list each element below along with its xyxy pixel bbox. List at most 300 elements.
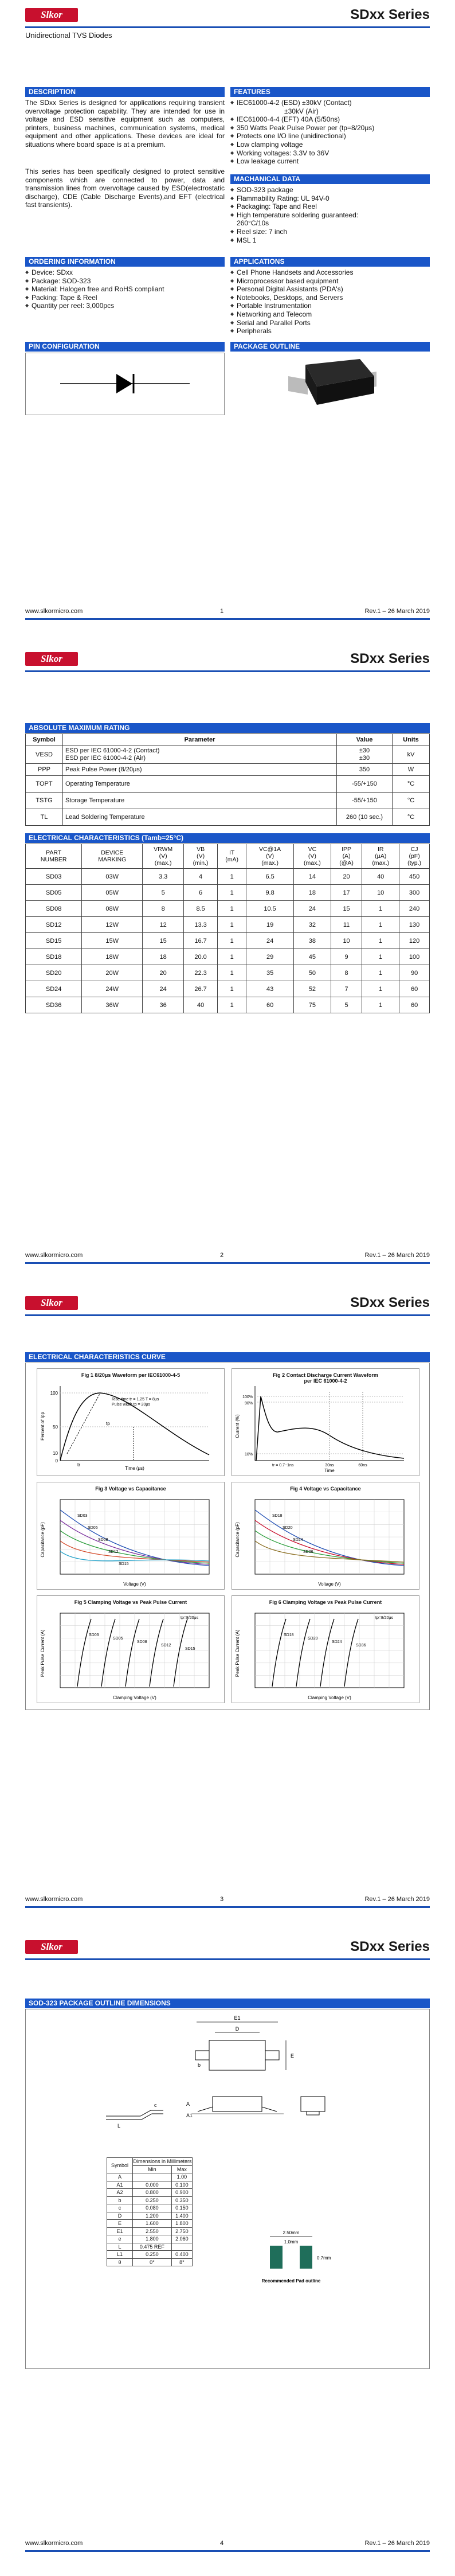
table-row bbox=[107, 2243, 193, 2251]
table-cell: 240 bbox=[399, 901, 430, 917]
ordering-item: ◆ Device: SDxx bbox=[25, 268, 225, 277]
col-header: Symbol bbox=[107, 2158, 133, 2173]
table-cell: 20.0 bbox=[184, 949, 218, 965]
mechanical-item: ◆ High temperature soldering guaranteed: bbox=[230, 211, 430, 220]
header bbox=[25, 1294, 430, 1313]
application-item: ◆ Cell Phone Handsets and Accessories bbox=[230, 268, 430, 277]
table-row bbox=[26, 997, 430, 1013]
series-label: SD12 bbox=[108, 1550, 119, 1554]
feature-item: ±30kV (Air) bbox=[284, 107, 319, 115]
table-cell: 03W bbox=[82, 869, 143, 885]
table-cell: SD05 bbox=[26, 885, 82, 901]
table-row bbox=[107, 2227, 193, 2235]
col-header-line: (V) bbox=[266, 853, 274, 860]
dim-a1-label: A1 bbox=[186, 2113, 193, 2118]
fig5-title: Fig 5 Clamping Voltage vs Peak Pulse Current bbox=[74, 1599, 187, 1605]
col-header bbox=[331, 844, 362, 869]
table-cell: 8° bbox=[171, 2258, 192, 2266]
symbol-cell: TOPT bbox=[26, 776, 63, 793]
table-cell: 0.100 bbox=[171, 2181, 192, 2189]
electrical-characteristics-table bbox=[25, 844, 430, 1013]
table-cell: 05W bbox=[82, 885, 143, 901]
table-cell: 1.600 bbox=[133, 2220, 172, 2228]
col-header-line: (@A) bbox=[339, 860, 354, 867]
col-header: Units bbox=[393, 734, 430, 746]
fig2-x60: 60ns bbox=[358, 1463, 367, 1467]
series-label: SD15 bbox=[119, 1562, 129, 1566]
package-image bbox=[230, 353, 430, 415]
curve-heading: ELECTRICAL CHARACTERISTICS CURVE bbox=[25, 1352, 430, 1362]
unit-cell: °C bbox=[393, 793, 430, 809]
value-cell bbox=[337, 746, 393, 764]
page-2 bbox=[0, 644, 455, 1288]
table-cell: 18W bbox=[82, 949, 143, 965]
table-row bbox=[26, 809, 430, 826]
table-row bbox=[26, 869, 430, 885]
fig6-title: Fig 6 Clamping Voltage vs Peak Pulse Current bbox=[269, 1599, 382, 1605]
col-header-line: (max.) bbox=[154, 860, 172, 867]
table-cell: 1 bbox=[362, 981, 399, 997]
col-header: Parameter bbox=[63, 734, 337, 746]
table-row bbox=[107, 2173, 193, 2181]
table-cell: 10 bbox=[362, 885, 399, 901]
col-header-line: (pF) bbox=[409, 853, 420, 860]
table-cell: 9.8 bbox=[246, 885, 294, 901]
pad-gap-label: 1.0mm bbox=[284, 2239, 299, 2245]
table-cell: 16.7 bbox=[184, 933, 218, 949]
table-row bbox=[107, 2220, 193, 2228]
col-header-line: VC@1A bbox=[259, 846, 281, 853]
table-cell: 10.5 bbox=[246, 901, 294, 917]
fig1-plot bbox=[37, 1369, 224, 1476]
fig5-ylabel: Peak Pulse Current (A) bbox=[40, 1629, 45, 1677]
table-cell: 18 bbox=[143, 949, 184, 965]
col-header-line: (A) bbox=[342, 853, 351, 860]
table-cell: A2 bbox=[107, 2189, 133, 2197]
table-cell: 24W bbox=[82, 981, 143, 997]
logo: Slkor bbox=[25, 8, 78, 22]
logo: Slkor bbox=[25, 652, 78, 666]
fig6-plot bbox=[232, 1596, 419, 1703]
param-cell: Operating Temperature bbox=[63, 776, 337, 793]
col-header: Min bbox=[133, 2165, 172, 2173]
table-cell: 1.200 bbox=[133, 2212, 172, 2220]
dim-e-label: E bbox=[291, 2053, 295, 2059]
applications-list bbox=[230, 268, 430, 335]
footer-rule bbox=[25, 1262, 430, 1264]
series-title: SDxx Series bbox=[350, 651, 430, 666]
fig4-plot bbox=[232, 1482, 419, 1589]
dim-a-label: A bbox=[186, 2101, 190, 2107]
header-rule bbox=[25, 1958, 430, 1960]
table-cell: 15 bbox=[331, 901, 362, 917]
dim-l-label: L bbox=[117, 2123, 121, 2129]
dim-d-label: D bbox=[235, 2026, 240, 2032]
pad-width-label: 2.50mm bbox=[283, 2230, 300, 2235]
col-header-line: (V) bbox=[308, 853, 316, 860]
page-1 bbox=[0, 0, 455, 644]
table-cell: 1 bbox=[218, 997, 246, 1013]
col-header-line: IR bbox=[377, 846, 384, 853]
mechanical-item: ◆ Flammability Rating: UL 94V-0 bbox=[230, 194, 430, 203]
mechanical-item: ◆ Packaging: Tape and Reel bbox=[230, 202, 430, 211]
table-cell: 1 bbox=[362, 997, 399, 1013]
table-cell: 6.5 bbox=[246, 869, 294, 885]
col-header: Symbol bbox=[26, 734, 63, 746]
col-header bbox=[293, 844, 331, 869]
table-cell: 3.3 bbox=[143, 869, 184, 885]
table-cell: 450 bbox=[399, 869, 430, 885]
table-row bbox=[107, 2204, 193, 2212]
application-item: ◆ Notebooks, Desktops, and Servers bbox=[230, 294, 430, 302]
table-cell: 0.475 REF bbox=[133, 2243, 172, 2251]
table-cell: 15 bbox=[143, 933, 184, 949]
series-label: SD18 bbox=[272, 1514, 283, 1518]
table-row bbox=[107, 2212, 193, 2220]
table-cell: 6 bbox=[184, 885, 218, 901]
series-line bbox=[77, 1619, 91, 1687]
table-cell: L1 bbox=[107, 2251, 133, 2259]
applications-heading: APPLICATIONS bbox=[230, 257, 430, 267]
series-title: SDxx Series bbox=[350, 1939, 430, 1954]
table-cell: c bbox=[107, 2204, 133, 2212]
table-cell: 0.400 bbox=[171, 2251, 192, 2259]
footer bbox=[25, 1896, 430, 1904]
header-rule bbox=[25, 670, 430, 672]
table-cell: 60 bbox=[246, 997, 294, 1013]
table-cell bbox=[171, 2243, 192, 2251]
fig1-title: Fig 1 8/20μs Waveform per IEC61000-4-5 bbox=[81, 1372, 181, 1378]
fig4-chart bbox=[232, 1482, 419, 1590]
table-cell: θ bbox=[107, 2258, 133, 2266]
value-line: ±30 bbox=[359, 755, 370, 762]
col-header bbox=[246, 844, 294, 869]
series-line bbox=[125, 1619, 139, 1687]
table-cell: 1 bbox=[218, 981, 246, 997]
table-row bbox=[107, 2251, 193, 2259]
param-cell bbox=[63, 746, 337, 764]
fig2-y100: 100% bbox=[242, 1395, 253, 1399]
fig2-plot bbox=[232, 1369, 419, 1476]
series-label: SD20 bbox=[283, 1526, 293, 1530]
col-header-line: (typ.) bbox=[407, 860, 422, 867]
col-header bbox=[26, 844, 82, 869]
package-dimensions-heading: SOD-323 PACKAGE OUTLINE DIMENSIONS bbox=[25, 1999, 430, 2008]
table-row bbox=[26, 746, 430, 764]
electrical-characteristics-heading: ELECTRICAL CHARACTERISTICS (Tamb=25°C) bbox=[25, 833, 430, 843]
series-label: SD08 bbox=[137, 1640, 147, 1644]
series-line bbox=[272, 1619, 286, 1687]
application-item: ◆ Serial and Parallel Ports bbox=[230, 319, 430, 327]
fig3-title: Fig 3 Voltage vs Capacitance bbox=[95, 1486, 166, 1492]
footer-rev: Rev.1 – 26 March 2019 bbox=[364, 1896, 430, 1903]
table-cell: 1 bbox=[362, 933, 399, 949]
table-cell: 1 bbox=[362, 965, 399, 981]
col-header-line: IT bbox=[229, 849, 235, 856]
col-header: Max bbox=[171, 2165, 192, 2173]
table-cell: 4 bbox=[184, 869, 218, 885]
series-title: SDxx Series bbox=[350, 1295, 430, 1310]
col-header bbox=[143, 844, 184, 869]
table-cell: 35 bbox=[246, 965, 294, 981]
value-cell: -55/+150 bbox=[337, 776, 393, 793]
table-header-row bbox=[26, 734, 430, 746]
table-cell: 1 bbox=[218, 933, 246, 949]
mechanical-item: ◆ SOD-323 package bbox=[230, 186, 430, 194]
table-row bbox=[107, 2235, 193, 2243]
symbol-cell: VESD bbox=[26, 746, 63, 764]
table-cell: 40 bbox=[362, 869, 399, 885]
subtitle: Unidirectional TVS Diodes bbox=[25, 31, 112, 40]
page-number: 4 bbox=[220, 2540, 224, 2547]
table-cell: 8.5 bbox=[184, 901, 218, 917]
fig1-y0: 0 bbox=[55, 1458, 58, 1463]
fig1-annotation-2: Pulse width tp = 20μs bbox=[112, 1403, 150, 1407]
table-cell: 60 bbox=[399, 997, 430, 1013]
table-cell: 24 bbox=[143, 981, 184, 997]
abs-max-heading: ABSOLUTE MAXIMUM RATING bbox=[25, 723, 430, 733]
table-cell: 1.800 bbox=[133, 2235, 172, 2243]
table-cell: 18 bbox=[293, 885, 331, 901]
param-line: ESD per IEC 61000-4-2 (Air) bbox=[65, 755, 146, 762]
table-cell: 0.350 bbox=[171, 2196, 192, 2204]
feature-item: ◆ Low clamping voltage bbox=[230, 140, 430, 149]
series-title: SDxx Series bbox=[350, 7, 430, 22]
footer bbox=[25, 608, 430, 616]
series-line bbox=[150, 1619, 163, 1687]
table-cell bbox=[133, 2173, 172, 2181]
table-cell: 24 bbox=[246, 933, 294, 949]
table-cell: 1 bbox=[362, 901, 399, 917]
series-label: SD20 bbox=[308, 1637, 318, 1641]
table-cell: 20 bbox=[331, 869, 362, 885]
table-row bbox=[107, 2181, 193, 2189]
header bbox=[25, 650, 430, 669]
fig5-chart bbox=[37, 1595, 225, 1703]
symbol-cell: PPP bbox=[26, 764, 63, 776]
table-cell: 7 bbox=[331, 981, 362, 997]
fig6-xlabel: Clamping Voltage (V) bbox=[308, 1695, 351, 1700]
ordering-list bbox=[25, 268, 225, 310]
col-header-line: DEVICE bbox=[101, 849, 124, 856]
page-3 bbox=[0, 1288, 455, 1932]
pad-height-label: 0.7mm bbox=[317, 2255, 331, 2261]
series-label: SD03 bbox=[89, 1633, 99, 1637]
fig6-note: tp=8/20μs bbox=[375, 1616, 394, 1620]
footer bbox=[25, 1252, 430, 1260]
table-cell: 1 bbox=[218, 901, 246, 917]
footer-site: www.slkormicro.com bbox=[25, 1252, 83, 1259]
page-number: 1 bbox=[220, 608, 224, 615]
fig1-y10: 10 bbox=[53, 1451, 58, 1456]
table-cell: 26.7 bbox=[184, 981, 218, 997]
series-label: SD05 bbox=[113, 1637, 123, 1641]
table-row bbox=[26, 764, 430, 776]
dim-c-label: c bbox=[154, 2102, 157, 2108]
table-cell: 0.000 bbox=[133, 2181, 172, 2189]
feature-item: ◆ Working voltages: 3.3V to 36V bbox=[230, 149, 430, 158]
table-cell: 45 bbox=[293, 949, 331, 965]
table-cell: 1 bbox=[218, 917, 246, 933]
header-rule bbox=[25, 26, 430, 28]
features-list bbox=[230, 99, 430, 166]
fig1-ylabel: Percent of Ipp bbox=[40, 1412, 45, 1441]
table-cell: 24 bbox=[293, 901, 331, 917]
table-cell: 36W bbox=[82, 997, 143, 1013]
ordering-item: ◆ Packing: Tape & Reel bbox=[25, 294, 225, 302]
table-row bbox=[26, 793, 430, 809]
table-cell: 0.150 bbox=[171, 2204, 192, 2212]
table-cell: 20W bbox=[82, 965, 143, 981]
table-row bbox=[26, 933, 430, 949]
table-row bbox=[107, 2196, 193, 2204]
unit-cell: °C bbox=[393, 776, 430, 793]
ordering-item: ◆ Quantity per reel: 3,000pcs bbox=[25, 302, 225, 310]
fig3-plot bbox=[37, 1482, 224, 1589]
table-cell: 1 bbox=[218, 869, 246, 885]
table-cell: 08W bbox=[82, 901, 143, 917]
mechanical-item: ◆ MSL 1 bbox=[230, 236, 430, 245]
table-row bbox=[107, 2189, 193, 2197]
table-cell: E1 bbox=[107, 2227, 133, 2235]
footer-rule bbox=[25, 618, 430, 620]
table-cell: 0.900 bbox=[171, 2189, 192, 2197]
table-cell: 12 bbox=[143, 917, 184, 933]
fig5-plot bbox=[37, 1596, 224, 1703]
table-row bbox=[26, 776, 430, 793]
package-outline-heading: PACKAGE OUTLINE bbox=[230, 342, 430, 352]
series-label: SD24 bbox=[332, 1640, 342, 1644]
table-cell: 17 bbox=[331, 885, 362, 901]
value-cell: 350 bbox=[337, 764, 393, 776]
table-cell: 15W bbox=[82, 933, 143, 949]
mechanical-item: ◆ Reel size: 7 inch bbox=[230, 228, 430, 236]
table-cell: 0.250 bbox=[133, 2251, 172, 2259]
table-cell: 1 bbox=[218, 965, 246, 981]
table-cell: 5 bbox=[143, 885, 184, 901]
col-header-line: (max.) bbox=[372, 860, 390, 867]
table-cell: 22.3 bbox=[184, 965, 218, 981]
pin-config-heading: PIN CONFIGURATION bbox=[25, 342, 225, 352]
series-line bbox=[320, 1619, 334, 1687]
fig1-xlabel: Time (μs) bbox=[125, 1466, 144, 1471]
page-number: 3 bbox=[220, 1896, 224, 1903]
table-cell: 13.3 bbox=[184, 917, 218, 933]
fig2-xlabel: Time bbox=[324, 1468, 335, 1473]
header bbox=[25, 6, 430, 25]
col-header bbox=[399, 844, 430, 869]
table-cell: 20 bbox=[143, 965, 184, 981]
table-row bbox=[26, 981, 430, 997]
ordering-heading: ORDERING INFORMATION bbox=[25, 257, 225, 267]
col-header-line: VB bbox=[197, 846, 205, 853]
table-cell: 0.250 bbox=[133, 2196, 172, 2204]
series-line bbox=[174, 1619, 187, 1687]
table-row bbox=[26, 885, 430, 901]
fig5-xlabel: Clamping Voltage (V) bbox=[113, 1695, 156, 1700]
table-cell: SD15 bbox=[26, 933, 82, 949]
fig5-note: tp=8/20μs bbox=[181, 1616, 199, 1620]
table-cell: 32 bbox=[293, 917, 331, 933]
series-label: SD08 bbox=[98, 1538, 108, 1542]
feature-item: ◆ Low leakage current bbox=[230, 157, 430, 166]
diode-symbol-icon bbox=[26, 353, 224, 415]
col-header-line: (V) bbox=[197, 853, 205, 860]
application-item: ◆ Personal Digital Assistants (PDA's) bbox=[230, 285, 430, 294]
series-label: SD36 bbox=[356, 1644, 366, 1648]
series-label: SD03 bbox=[77, 1514, 88, 1518]
param-cell: Peak Pulse Power (8/20μs) bbox=[63, 764, 337, 776]
header bbox=[25, 1938, 430, 1957]
table-cell: 19 bbox=[246, 917, 294, 933]
table-cell: 50 bbox=[293, 965, 331, 981]
footer-rev: Rev.1 – 26 March 2019 bbox=[364, 608, 430, 615]
table-row bbox=[26, 901, 430, 917]
symbol-cell: TL bbox=[26, 809, 63, 826]
table-cell: 2.060 bbox=[171, 2235, 192, 2243]
series-label: SD12 bbox=[161, 1644, 171, 1648]
table-header-row bbox=[107, 2158, 193, 2166]
col-header-line: (max.) bbox=[304, 860, 321, 867]
mechanical-heading: MACHANICAL DATA bbox=[230, 174, 430, 184]
fig4-xlabel: Voltage (V) bbox=[318, 1582, 341, 1587]
table-cell: 300 bbox=[399, 885, 430, 901]
table-header-row bbox=[26, 844, 430, 869]
col-header bbox=[82, 844, 143, 869]
table-cell: SD12 bbox=[26, 917, 82, 933]
table-cell: 8 bbox=[143, 901, 184, 917]
table-cell: E bbox=[107, 2220, 133, 2228]
fig1-annotation-1: Rise time tr = 1.25 T = 8μs bbox=[112, 1398, 159, 1402]
table-cell: 2.750 bbox=[171, 2227, 192, 2235]
param-line: ESD per IEC 61000-4-2 (Contact) bbox=[65, 747, 160, 754]
fig6-ylabel: Peak Pulse Current (A) bbox=[235, 1629, 240, 1677]
table-cell: L bbox=[107, 2243, 133, 2251]
description-heading: DESCRIPTION bbox=[25, 87, 225, 97]
table-cell: 14 bbox=[293, 869, 331, 885]
col-header-line: VC bbox=[308, 846, 317, 853]
fig1-y50: 50 bbox=[53, 1424, 58, 1430]
col-header bbox=[184, 844, 218, 869]
table-cell: 0.800 bbox=[133, 2189, 172, 2197]
table-cell: 40 bbox=[184, 997, 218, 1013]
mechanical-item: 260°C/10s bbox=[237, 219, 269, 228]
table-cell: 100 bbox=[399, 949, 430, 965]
table-cell: 1 bbox=[362, 917, 399, 933]
fig2-ylabel: Current (%) bbox=[235, 1414, 240, 1438]
footer-rule bbox=[25, 1906, 430, 1908]
table-row bbox=[26, 917, 430, 933]
table-cell: D bbox=[107, 2212, 133, 2220]
fig2-title: Fig 2 Contact Discharge Current Waveform per IEC 61000-4-2 bbox=[273, 1372, 378, 1384]
col-header-line: IPP bbox=[342, 846, 352, 853]
features-heading: FEATURES bbox=[230, 87, 430, 97]
footer-rev: Rev.1 – 26 March 2019 bbox=[364, 1252, 430, 1259]
unit-cell: W bbox=[393, 764, 430, 776]
fig2-x30: 30ns bbox=[325, 1463, 334, 1467]
fig3-ylabel: Capacitance (pF) bbox=[40, 1522, 45, 1558]
series-line bbox=[344, 1619, 358, 1687]
unit-cell: kV bbox=[393, 746, 430, 764]
mechanical-list bbox=[230, 186, 430, 244]
table-cell: 0.080 bbox=[133, 2204, 172, 2212]
col-header-line: (μA) bbox=[375, 853, 387, 860]
footer-site: www.slkormicro.com bbox=[25, 1896, 83, 1903]
col-header-line: PART bbox=[46, 849, 62, 856]
table-cell: 36 bbox=[143, 997, 184, 1013]
table-cell: 11 bbox=[331, 917, 362, 933]
series-line bbox=[101, 1619, 115, 1687]
